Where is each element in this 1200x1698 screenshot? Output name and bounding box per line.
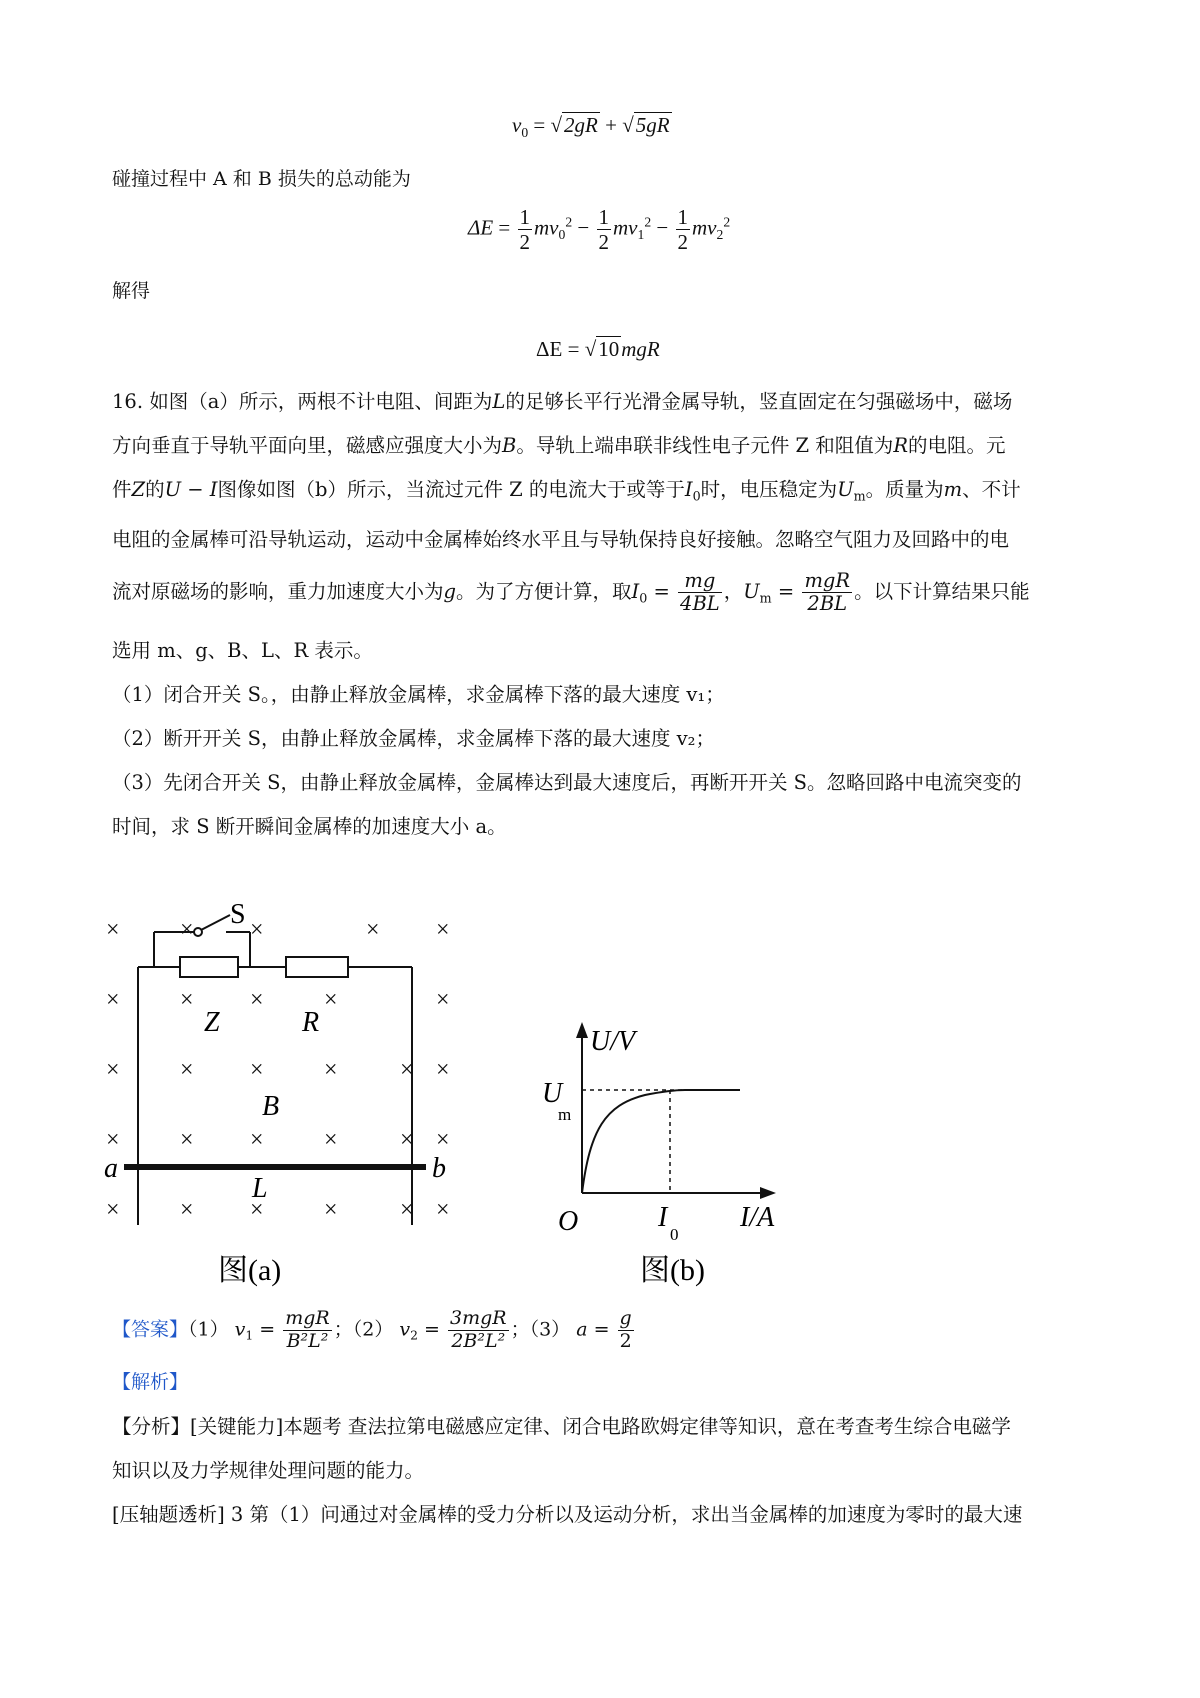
x-axis-arrow bbox=[760, 1187, 776, 1199]
svg-text:×: × bbox=[106, 987, 120, 1013]
svg-text:×: × bbox=[324, 987, 338, 1013]
figure-b-caption: 图(b) bbox=[640, 1254, 705, 1287]
svg-text:×: × bbox=[250, 1127, 264, 1153]
svg-text:×: × bbox=[366, 917, 380, 943]
svg-text:×: × bbox=[180, 1197, 194, 1223]
r-label: R bbox=[302, 1007, 320, 1038]
loss-text: 碰撞过程中 A 和 B 损失的总动能为 bbox=[112, 168, 411, 190]
b-label: B bbox=[262, 1091, 280, 1122]
um-sub: m bbox=[558, 1105, 572, 1124]
solve-text: 解得 bbox=[112, 280, 151, 302]
equation-result: ΔE = √10mgR bbox=[536, 337, 660, 361]
figure-a-caption: 图(a) bbox=[218, 1254, 282, 1287]
svg-text:×: × bbox=[180, 1127, 194, 1153]
svg-text:×: × bbox=[436, 1197, 450, 1223]
svg-text:×: × bbox=[324, 1057, 338, 1083]
sqrt-term: √5gR bbox=[622, 113, 670, 137]
svg-text:×: × bbox=[324, 1197, 338, 1223]
answer-line: 【答案】（1） $v_1$ = $\frac{\text{mgR}}{\text{B²L²}}$ ；（2） $v_2$ = $\frac{\text{3mgR}}{\text{2B²L²}}$ ；（3） a = $\frac{g}{2}$ bbox=[112, 1307, 632, 1352]
svg-text:×: × bbox=[436, 917, 450, 943]
svg-text:×: × bbox=[180, 987, 194, 1013]
svg-text:×: × bbox=[250, 1057, 264, 1083]
switch-label: S bbox=[230, 899, 246, 930]
svg-text:×: × bbox=[400, 1057, 414, 1083]
i0-sub: 0 bbox=[670, 1225, 679, 1244]
figure-b-ui-graph bbox=[530, 1010, 830, 1300]
analysis-text: 【分析】[关键能力]本题考 查法拉第电磁感应定律、闭合电路欧姆定律等知识，意在考查考生综合电磁学 知识以及力学规律处理问题的能力。 [压轴题透析] 3 第（1）问通过对金属棒的受力分析以及运动分析，求出当金属棒的加速度为零时的最大速 bbox=[112, 1415, 1023, 1526]
rod-end-a: a bbox=[104, 1153, 118, 1184]
x-axis-label: I/A bbox=[740, 1202, 775, 1233]
i0-label: I bbox=[658, 1202, 668, 1233]
svg-text:×: × bbox=[436, 987, 450, 1013]
equation-v0: $v_0 = √2gR + √5gR$ bbox=[512, 113, 670, 140]
y-axis-arrow bbox=[576, 1022, 588, 1038]
svg-text:×: × bbox=[106, 1057, 120, 1083]
svg-text:×: × bbox=[400, 1197, 414, 1223]
um-label: U bbox=[542, 1078, 563, 1109]
u-i-curve bbox=[582, 1090, 740, 1193]
svg-text:×: × bbox=[250, 987, 264, 1013]
field-crosses bbox=[106, 917, 450, 1223]
svg-text:×: × bbox=[106, 917, 120, 943]
svg-text:×: × bbox=[436, 1057, 450, 1083]
svg-text:×: × bbox=[400, 1127, 414, 1153]
svg-text:×: × bbox=[180, 1057, 194, 1083]
svg-text:×: × bbox=[250, 917, 264, 943]
equation-energy-loss: ΔE = $\frac{1}{2}$ $mv_0^2$ − $\frac{1}{2}$ $mv_1^2$ − $\frac{1}{2}$ $mv_2^2$ bbox=[468, 205, 731, 255]
length-label: L bbox=[252, 1173, 268, 1204]
analysis-tag: 【解析】 bbox=[112, 1371, 189, 1393]
svg-text:×: × bbox=[180, 917, 194, 943]
svg-text:×: × bbox=[106, 1127, 120, 1153]
problem-16-text: 16. 如图（a）所示，两根不计电阻、间距为L的足够长平行光滑金属导轨，竖直固定在匀强磁场中，磁场 方向垂直于导轨平面向里，磁感应强度大小为B。导轨上端串联非线性电子元件 Z 和阻值为R的电阻。元 件Z的U − I图像如图（b）所示，当流过元件 Z 的电流大于或等于$I_0$时，电压稳定为$U_m$。质量为m、不计 电阻的金属棒可沿导轨运动，运动中金属棒始终水平且与导轨保持良好接触。忽略空气阻力及回路中的电 流对原磁场的影响，重力加速度大小为g。为了方便计算，取$I_0$ = $\frac{mg}{4BL}$ ，$U_m$ = $\frac{\text{mgR}}{2BL}$ 。以下计算结果只能 选用 m、g、B、L、R 表示。 （1）闭合开关 S。，由静止释放金属棒，求金属棒下落的最大速度 v₁； （2）断开开关 S，由静止释放金属棒，求金属棒下落的最大速度 v₂； （3）先闭合开关 S，由静止释放金属棒，金属棒达到最大速度后，再断开开关 S。忽略回路中电流突变的 时间，求 S 断开瞬间金属棒的加速度大小 a。 bbox=[112, 390, 1030, 838]
svg-text:×: × bbox=[436, 1127, 450, 1153]
y-axis-label: U/V bbox=[590, 1026, 636, 1057]
svg-text:×: × bbox=[250, 1197, 264, 1223]
svg-text:×: × bbox=[106, 1197, 120, 1223]
sqrt-term: √2gR bbox=[550, 113, 598, 137]
origin-label: O bbox=[558, 1206, 579, 1237]
rod-end-b: b bbox=[432, 1153, 446, 1184]
svg-text:×: × bbox=[324, 1127, 338, 1153]
figure-a-circuit bbox=[100, 895, 460, 1295]
z-label: Z bbox=[204, 1007, 220, 1038]
